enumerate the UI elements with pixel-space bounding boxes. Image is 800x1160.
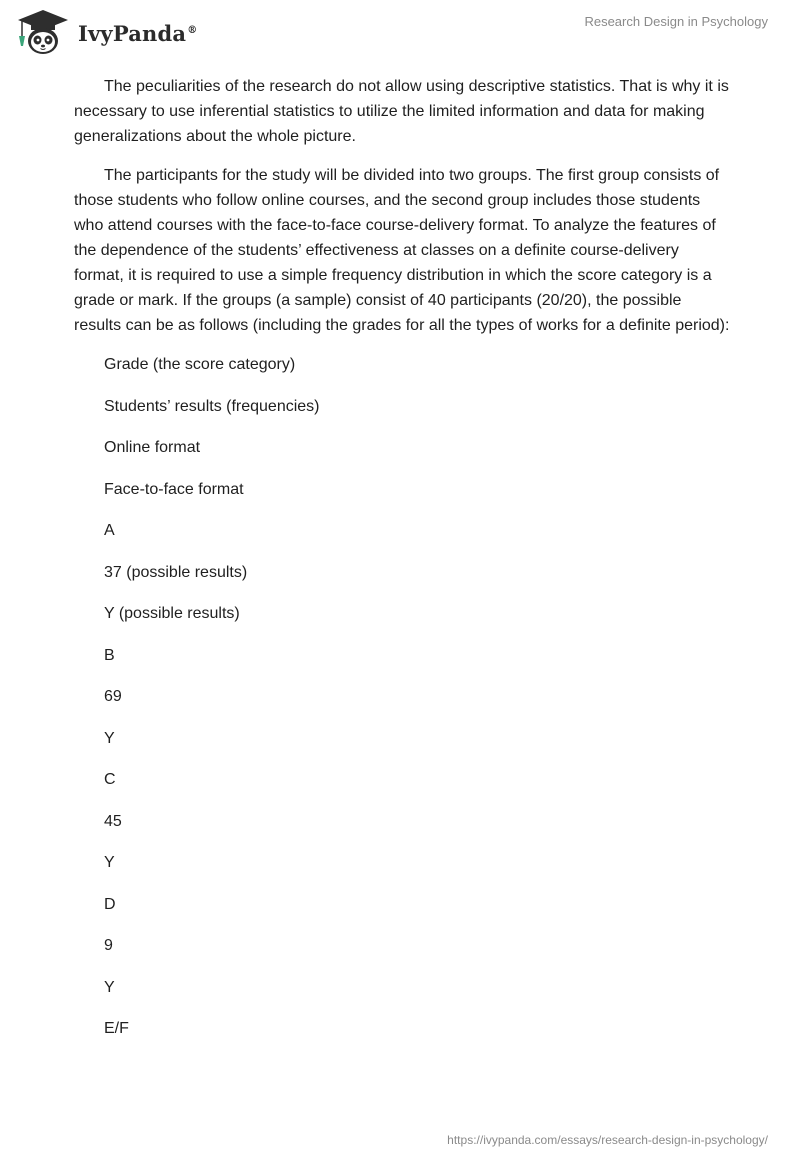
table-line: E/F	[104, 1020, 129, 1037]
panda-graduate-icon	[14, 8, 72, 58]
brand-text: IvyPanda	[78, 20, 187, 46]
registered-mark: ®	[187, 24, 198, 36]
brand-name	[78, 21, 197, 46]
source-url[interactable]: https://ivypanda.com/essays/research-design-in-psychology/	[447, 1133, 768, 1147]
table-line: Online format	[104, 439, 201, 456]
document-title: Research Design in Psychology	[584, 14, 768, 29]
frequency-table-lines	[74, 352, 730, 1041]
table-line: 69	[104, 688, 122, 705]
table-line: Grade (the score category)	[104, 356, 296, 373]
essay-content	[74, 74, 730, 1058]
table-line: B	[104, 646, 115, 664]
table-line: A	[104, 522, 115, 539]
table-line: 9	[104, 937, 113, 954]
table-line: 45	[104, 812, 122, 830]
table-line: Y	[104, 854, 115, 871]
page-header	[0, 0, 800, 70]
table-line: C	[104, 771, 116, 788]
table-line: Face-to-face format	[104, 480, 244, 498]
table-line: Y	[104, 978, 115, 996]
table-line: Y	[104, 729, 115, 747]
table-line: Students’ results (frequencies)	[104, 397, 320, 415]
ivypanda-logo[interactable]	[14, 8, 197, 58]
paragraph: The peculiarities of the research do not allow using descriptive statistics. That is why it is necessary to use inferential statistics to utilize the limited information and data for making generalizations about the whole picture.	[74, 78, 729, 145]
table-line: D	[104, 895, 116, 913]
table-line: 37 (possible results)	[104, 563, 248, 581]
paragraph: The participants for the study will be divided into two groups. The first group consists of those students who follow online courses, and the second group includes those students who attend courses with the face-to-face course-delivery format. To analyze the features of the dependence of the students’ effectiveness at classes on a definite course-delivery format, it is required to use a simple frequency distribution in which the score category is a grade or mark. If the groups (a sample) consist of 40 participants (20/20), the possible results can be as follows (including the grades for all the types of works for a definite period):	[74, 167, 730, 334]
table-line: Y (possible results)	[104, 605, 240, 622]
